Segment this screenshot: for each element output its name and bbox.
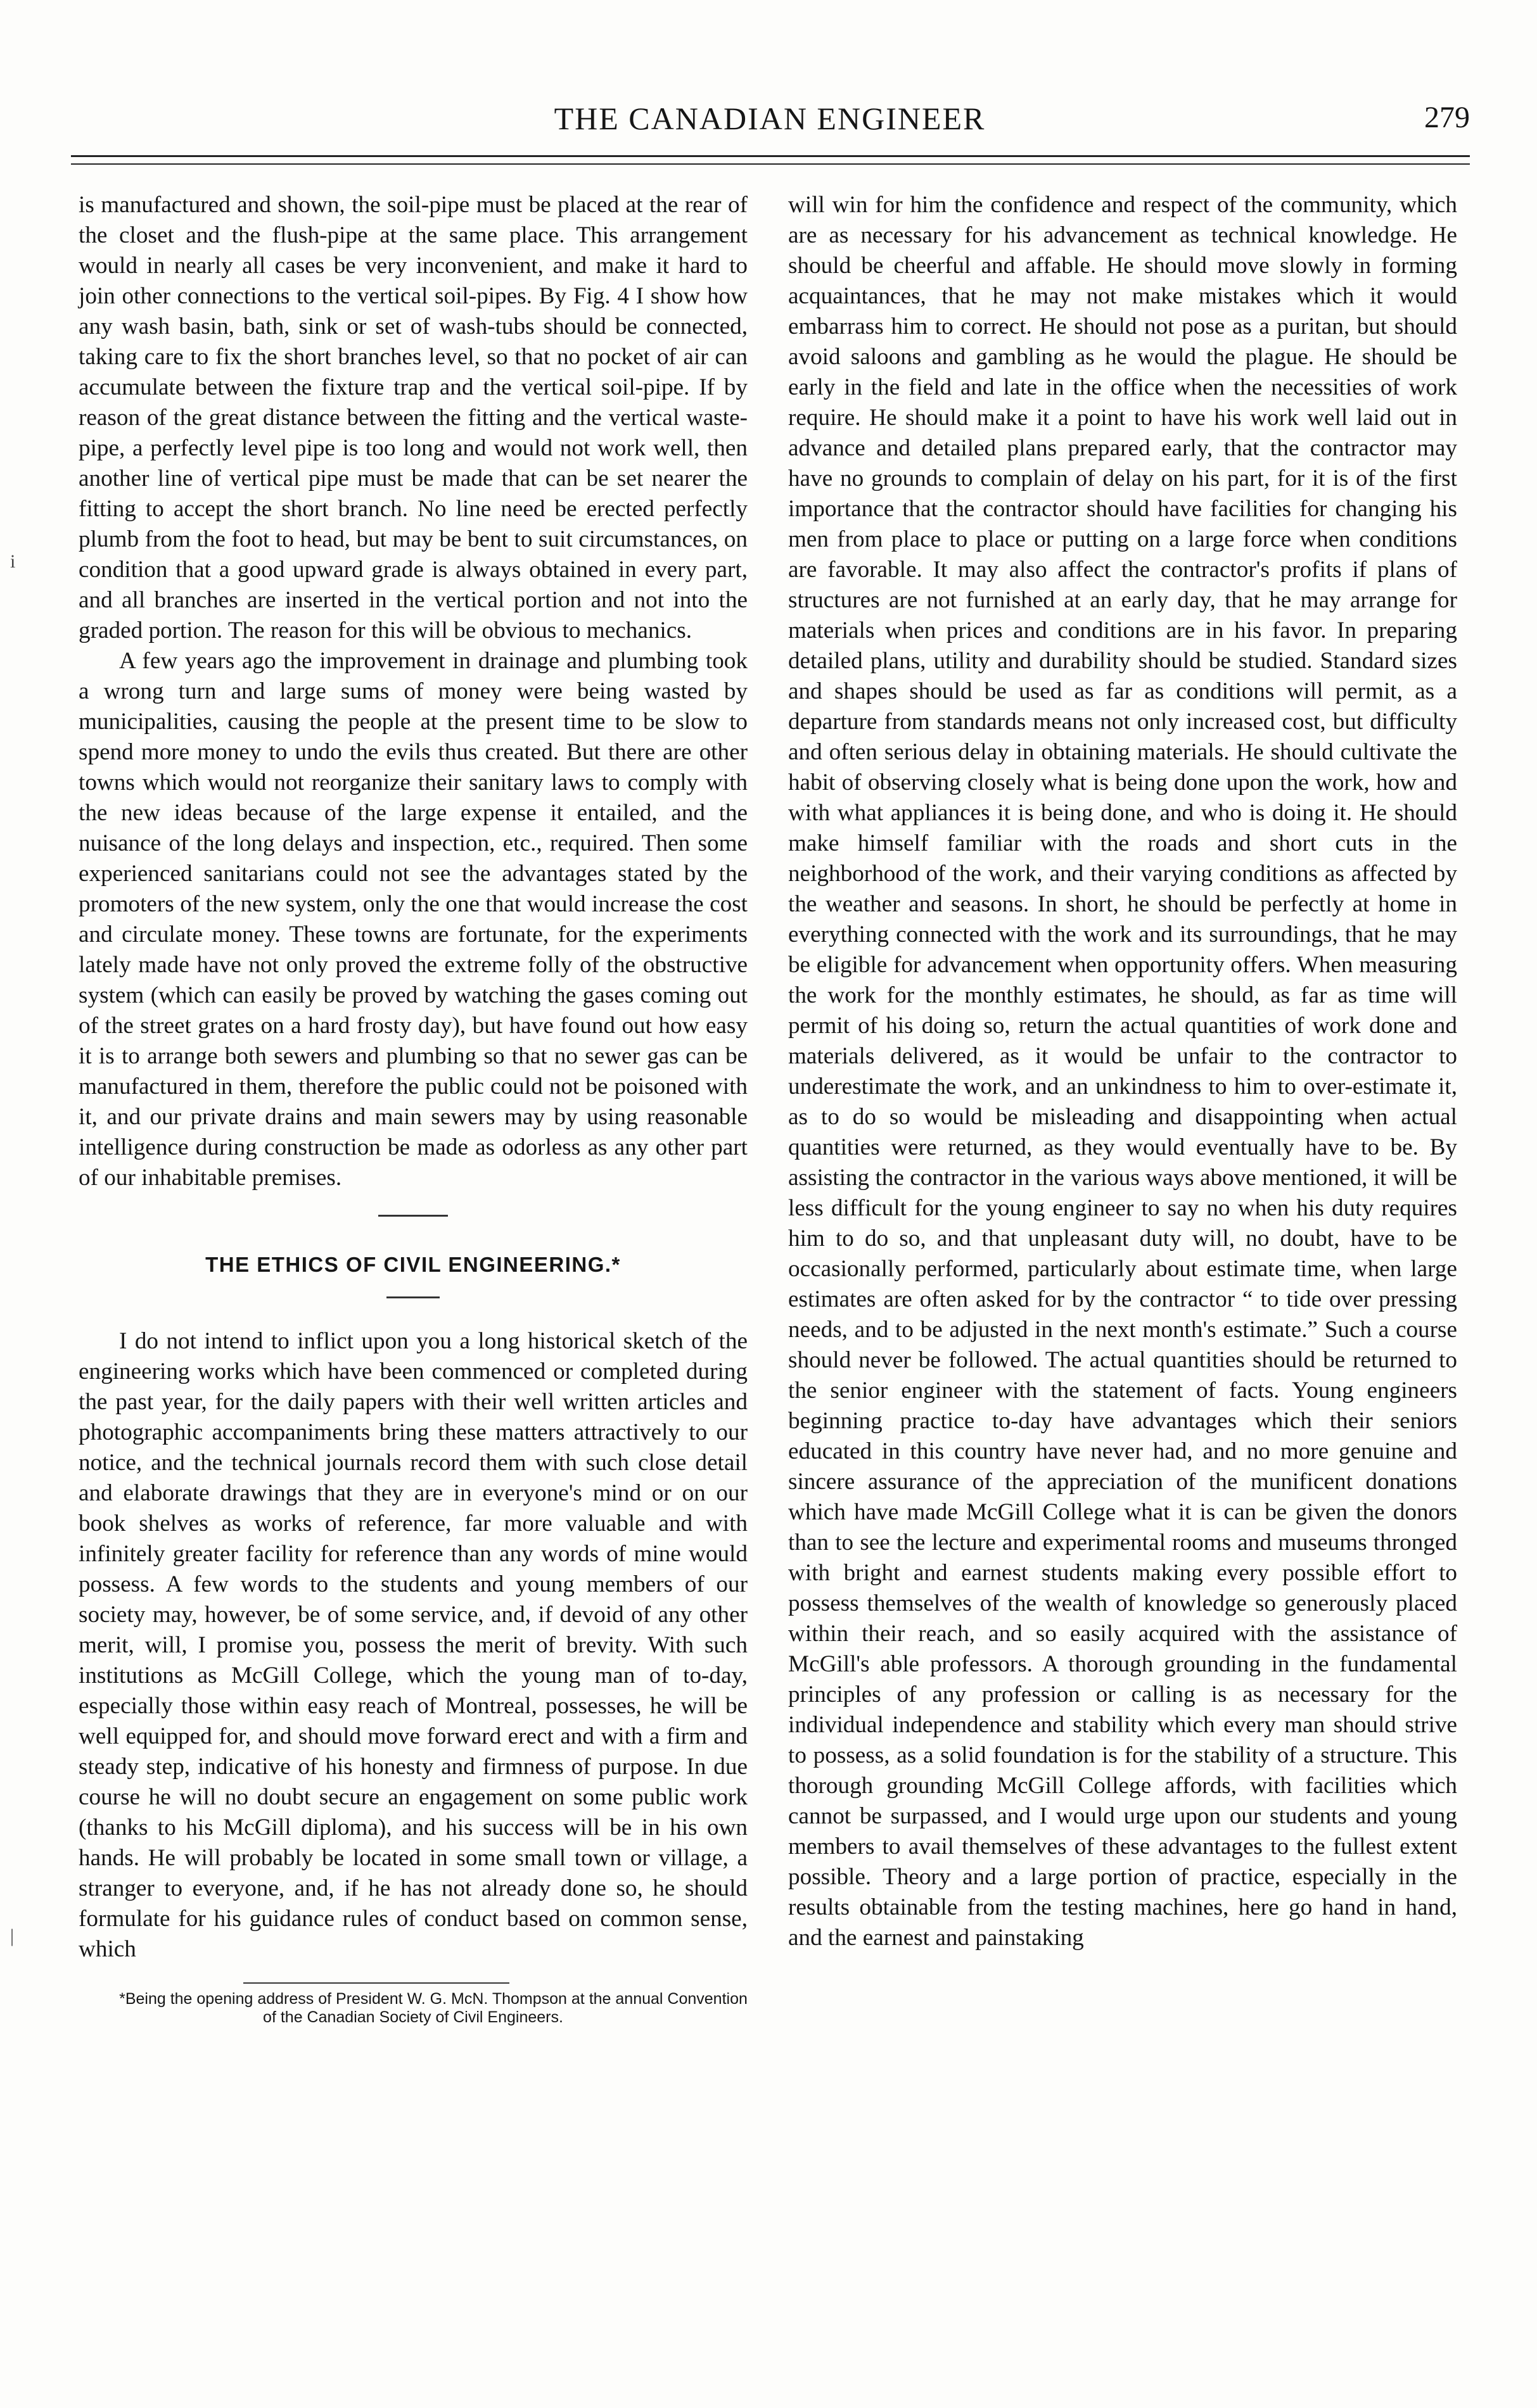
section-divider (378, 1215, 448, 1217)
left-column (79, 190, 748, 2299)
section-title: THE ETHICS OF CIVIL ENGINEERING.* (205, 1253, 621, 1276)
body-paragraph: is manufactured and shown, the soil-pipe must be placed at the rear of the closet and the flush-pipe at the same place. This arrangement would in nearly all cases be very inconvenient, and make it hard to join other connections to the vertical soil-pipes. By Fig. 4 I show how any wash basin, bath, sink or set of wash-tubs should be connected, taking care to fix the short branches level, so that no pocket of air can accumulate between the fixture trap and the vertical soil-pipe. If by reason of the great distance between the fitting and the vertical waste-pipe, a perfectly level pipe is too long and would not work well, then another line of vertical pipe must be made that can be set nearer the fitting to accept the short branch. No line need be erected perfectly plumb from the foot to head, but may be bent to suit circumstances, on condition that a good upward grade is always obtained in every part, and all branches are inserted in the vertical portion and not into the graded portion. The reason for this will be obvious to mechanics. (79, 192, 748, 643)
page-header (70, 100, 1470, 151)
section-divider (386, 1296, 440, 1298)
right-column (788, 190, 1457, 2299)
scan-mark: і (10, 551, 16, 572)
body-paragraph: will win for him the confidence and respect of the community, which are as necessary for his advancement as technical knowledge. He should be cheerful and affable. He should move slowly in forming acquaintances, that he may not make mistakes which it would embarrass him to correct. He should not pose as a puritan, but should avoid saloons and gambling as he would the plague. He should be early in the field and late in the office when the necessities of work require. He should make it a point to have his work well laid out in advance and detailed plans prepared early, that the contractor may have no grounds to complain of delay on his part, for it is of the first importance that the contractor should have facilities for changing his men from place to place or putting on a large force when conditions are favorable. It may also affect the contractor's profits if plans of structures are not furnished at an early day, that he may arrange for materials when prices and conditions are in his favor. In preparing detailed plans, utility and durability should be studied. Standard sizes and shapes should be used as far as conditions will permit, as a departure from standards means not only increased cost, but difficulty and often serious delay in obtaining materials. He should cultivate the habit of observing closely what is being done upon the work, how and with what appliances it is being done, and who is doing it. He should make himself familiar with the roads and short cuts in the neighborhood of the work, and their varying conditions as affected by the weather and seasons. In short, he should be perfectly at home in everything connected with the work and its surroundings, that he may be eligible for advancement when opportunity offers. When measuring the work for the monthly estimates, he should, as far as time will permit of his doing so, return the actual quantities of work done and materials delivered, as it would be unfair to the contractor to underestimate the work, and an unkindness to him to over-estimate it, as to do so would be misleading and disappointing when actual quantities were returned, as they would eventually have to be. By assisting the contractor in the various ways above mentioned, it will be less difficult for the young engineer to say no when his duty requires him to do so, and that unpleasant duty will, no doubt, have to be occasionally performed, particularly about estimate time, when large estimates are often asked for by the contractor “ to tide over pressing needs, and to be adjusted in the next month's estimate.” Such a course should never be followed. The actual quantities should be returned to the senior engineer with the statement of facts. Young engineers beginning practice to-day have advantages which their seniors educated in this country have never had, and no more genuine and sincere assurance of the appreciation of the munificent donations which have made McGill College what it is can be given the donors than to see the lecture and experimental rooms and museums thronged with bright and earnest students making every possible effort to possess themselves of the wealth of knowledge so generously placed within their reach, and so easily acquired with the assistance of McGill's able professors. A thorough grounding in the fundamental principles of any profession or calling is as necessary for the individual independence and stability which every man should strive to possess, as a solid foundation is for the stability of a structure. This thorough grounding McGill College affords, with facilities which cannot be surpassed, and I would urge upon our students and young members to avail themselves of these advantages to the fullest extent possible. Theory and a large portion of practice, especially in the results obtainable from the testing machines, here go hand in hand, and the earnest and painstaking (788, 192, 1457, 1951)
footnote: *Being the opening address of President W. G. McN. Thompson at the annual Convention of the Canadian Society of Civil Engineers. (119, 1990, 748, 2026)
body-paragraph: A few years ago the improvement in drainage and plumbing took a wrong turn and large sums of money were being wasted by municipalities, causing the people at the present time to be slow to spend more money to undo the evils thus created. But there are other towns which would not reorganize their sanitary laws to comply with the new ideas because of the large expense it entailed, and the nuisance of the long delays and inspection, etc., required. Then some experienced sanitarians could not see the advantages stated by the promoters of the new system, only the one that would increase the cost and circulate money. These towns are fortunate, for the experiments lately made have not only proved the extreme folly of the obstructive system (which can easily be proved by watching the gases coming out of the street grates on a hard frosty day), but have found out how easy it is to arrange both sewers and plumbing so that no sewer gas can be manufactured in them, therefore the public could not be poisoned with it, and our private drains and main sewers may by using reasonable intelligence during construction be made as odorless as any other part of our inhabitable premises. (79, 648, 748, 1191)
running-title: THE CANADIAN ENGINEER (554, 101, 986, 136)
header-rule (71, 155, 1470, 165)
scan-mark: | (10, 1925, 15, 1946)
footnote-rule (243, 1982, 509, 1984)
body-paragraph: I do not intend to inflict upon you a long historical sketch of the engineering works which have been commenced or completed during the past year, for the daily papers with their well written articles and photographic accompaniments bring these matters attractively to our notice, and the technical journals record them with such close detail and elaborate drawings that they are in everyone's mind or on our book shelves as works of reference, far more valuable and with infinitely greater facility for reference than any words of mine would possess. A few words to the students and young members of our society may, however, be of some service, and, if devoid of any other merit, will, I promise you, possess the merit of brevity. With such institutions as McGill College, which the young man of to-day, especially those within easy reach of Montreal, possesses, he will be well equipped for, and should move forward erect and with a firm and steady step, indicative of his honesty and firmness of purpose. In due course he will no doubt secure an engagement on some public work (thanks to his McGill diploma), and his success will be in his own hands. He will probably be located in some small town or village, a stranger to everyone, and, if he has not already done so, he should formulate for his guidance rules of conduct based on common sense, which (79, 1328, 748, 1962)
page-number: 279 (1424, 101, 1470, 134)
